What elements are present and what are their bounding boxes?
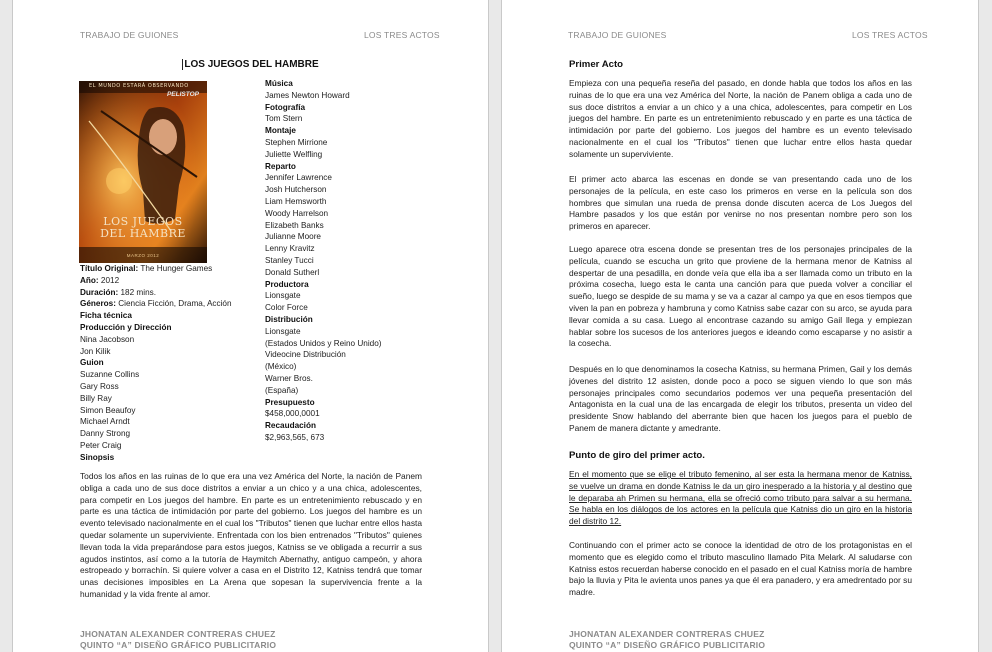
poster-tagline: EL MUNDO ESTARÁ OBSERVANDO: [89, 83, 189, 89]
document-title: [13, 59, 488, 70]
section-heading-primer-acto: Primer Acto: [569, 59, 624, 70]
fact-row: [80, 275, 119, 287]
paragraph-6: Continuando con el primer acto se conoce la identidad de otro de los protagonistas en el momento que es elegido como el tributo masculino llamado Pita Melark. Al saludarse con Katniss estos recuerdan haberse conocido en el pasado en el cual Katniss moría de hambre bajo la lluvia y Pita le avienta unos panes ya que él era panadero, y era amedrentado por su madre.: [569, 540, 912, 598]
section-label: Guion: [80, 358, 104, 368]
footer-course: QUINTO “A” DISEÑO GRÁFICO PUBLICITARIO: [80, 640, 277, 650]
section-label: Distribución: [265, 315, 313, 324]
poster-studio-logo: PELISTOP: [166, 91, 199, 98]
list-item: Juliette Welfling: [265, 149, 323, 159]
fact-row: [80, 298, 232, 310]
list-item: Woody Harrelson: [265, 208, 329, 218]
document-page-left: [13, 0, 488, 652]
paragraph-3: Luego aparece otra escena donde se presentan tres de los personajes principales de la película, cuando se escucha un grito que proviene de la hermana menor de Katniss al despertar de una pesadilla, en donde veía que ella iba a ser llamada como un tributo en la próxima cosecha, luego esta le canta una canción para que pueda volver a conciliar el sueño, luego se despide de su mama y se va a cazar al campo ya que en esos tiempos que viven la pan en pobreza y hambruna y como Katniss sabe cazar con su arco, se ayuda para llevar comida a su casa. Luego al encontrase cazando su amigo Gail llega y empiezan hablar sobre los sucesos de los anteriores juegos e ideando como escaparse y no asistir a la cosecha.: [569, 244, 912, 349]
page-gutter-right: [978, 0, 992, 652]
page-gutter-left: [0, 0, 13, 652]
fact-label: Año:: [80, 275, 99, 285]
list-item: Liam Hemsworth: [265, 197, 327, 206]
fact-row: [80, 287, 156, 299]
list-item: Jon Kilik: [80, 346, 111, 356]
list-item: Danny Strong: [80, 429, 131, 439]
fact-label: Géneros:: [80, 299, 116, 309]
list-item: Videocine Distribución: [265, 350, 346, 360]
header-left-text: TRABAJO DE GUIONES: [568, 30, 667, 40]
list-item: Jennifer Lawrence: [265, 173, 332, 183]
list-item: Julianne Moore: [265, 232, 321, 242]
paragraph-2: El primer acto abarca las escenas en donde se van presentando cada uno de los personajes de la película, en este caso los primeros en verse en la película son dos hombres que simulan una rueda de prensa donde discuten acerca de Los Juegos del Hambre pasados y los que están por venirse no nos presentan nombre pero son los primeros en aparecer.: [569, 174, 912, 232]
list-item: Lenny Kravitz: [265, 244, 315, 254]
list-item: (España): [265, 385, 299, 395]
section-label: Productora: [265, 279, 309, 289]
list-item: Lionsgate: [265, 326, 301, 336]
list-item: Stephen Mirrione: [265, 138, 328, 147]
section-label: Ficha técnica: [80, 311, 132, 321]
page-gutter-middle: [488, 0, 502, 652]
poster-title-line-1: LOS JUEGOS: [103, 215, 183, 228]
section-heading-punto-de-giro: Punto de giro del primer acto.: [569, 450, 705, 461]
paragraph-5-underlined: En el momento que se elige el tributo femenino, al ser esta la hermana menor de Katniss, se vuelve un drama en donde Katniss le da un giro inesperado a la historia y al destino que le deparaba ah Primen su hermana, ella se ofreció como tributo para salvar a su hermana. Se habla en los diálogos de los actores en la película que Katniss dio un giro en la historia del distrito 12.: [569, 469, 912, 527]
header-right-text: LOS TRES ACTOS: [852, 30, 928, 40]
list-item: Donald Sutherl: [265, 267, 320, 277]
fact-value: 182 mins.: [118, 287, 156, 297]
document-title-text: LOS JUEGOS DEL HAMBRE: [184, 59, 319, 70]
list-item: Nina Jacobson: [80, 334, 135, 344]
list-item: Warner Bros.: [265, 374, 313, 383]
movie-poster: [79, 81, 207, 263]
fact-label: Título Original:: [80, 264, 139, 273]
poster-title-line-2: DEL HAMBRE: [100, 227, 186, 240]
list-item: Gary Ross: [80, 382, 119, 391]
section-label: Presupuesto: [265, 397, 315, 407]
list-item: Michael Arndt: [80, 417, 130, 427]
list-item: Peter Craig: [80, 441, 122, 450]
fact-value: Ciencia Ficción, Drama, Acción: [115, 299, 232, 309]
list-item: Billy Ray: [80, 393, 112, 403]
list-item: Lionsgate: [265, 291, 301, 301]
section-label: Sinopsis: [80, 452, 115, 462]
section-label: Producción y Dirección: [80, 323, 172, 332]
synopsis-paragraph: Todos los años en las ruinas de lo que era una vez América del Norte, la nación de Panem obliga a cada uno de sus doce distritos a enviar a un chico y a una chica, adolescentes, para competir en Los juegos del hambre. En parte es un entretenimiento rebuscado y en parte es una táctica de intimidación por parte del gobierno. Los juegos del hambre es un evento televisado nacionalmente en el cual los "Tributos" tienen que luchar entre ellos hasta quedar solamente un superviviente. Enfrentada con los bien entrenados "Tributos" quienes llevan toda la vida preparándose para estos juegos, Katniss se ve obligada a recurrir a sus agudos instintos, así como a la tutoría de Haymitch Abernathy, antiguo campeón, y ahora estropeado y borrachín. Si quiere volver a casa en el Distrito 12, Katniss tendrá que tomar unas decisiones imposibles en La Arena que sopesan la supervivencia frente a la humanidad y la vida frente al amor.: [80, 471, 422, 599]
list-item: (Estados Unidos y Reino Unido): [265, 338, 382, 348]
fact-value: The Hunger Games: [138, 264, 213, 273]
list-item: Tom Stern: [265, 114, 303, 124]
paragraph-4: Después en lo que denominamos la cosecha Katniss, su hermana Primen, Gail y los demás jóvenes del distrito 12 asisten, donde poco a poco se siguen viendo lo que son más personajes principales como secundarios podemos ver una pequeña presentación del Antagonista en la cual una de las encargada de elegir los tributos, presenta un video del presidente Snow hablando del aberrante bien que hacen los juegos para el pueblo de Panem de manera dictante y amedrante.: [569, 364, 912, 433]
paragraph-1: Empieza con una pequeña reseña del pasado, en donde habla que todos los años en las ruinas de lo que era una vez América del Norte, la nación de Panem obliga a cada uno de sus doce distritos a enviar a un chico y a una chica, adolescentes, para competir en Los juegos del hambre. En parte es un entretenimiento rebuscado y en parte es una táctica de intimidación por parte del gobierno. Los juegos del hambre es un evento televisado nacionalmente en el cual los "Tributos" tienen que luchar entre ellos hasta quedar solamente un superviviente.: [569, 78, 912, 159]
section-label: Música: [265, 79, 293, 88]
section-label: Fotografía: [265, 102, 306, 112]
document-page-right: [502, 0, 978, 652]
list-item: Josh Hutcherson: [265, 185, 327, 195]
list-item: $2,963,565, 673: [265, 433, 325, 442]
fact-label: Duración:: [80, 287, 119, 297]
fact-value: 2012: [98, 275, 120, 285]
section-label: Reparto: [265, 161, 296, 171]
list-item: Suzanne Collins: [80, 370, 140, 380]
list-item: Stanley Tucci: [265, 256, 314, 265]
footer-course: QUINTO “A” DISEÑO GRÁFICO PUBLICITARIO: [569, 640, 766, 650]
footer-author: JHONATAN ALEXANDER CONTRERAS CHUEZ: [569, 629, 765, 639]
section-label: Recaudación: [265, 421, 316, 431]
list-item: Simon Beaufoy: [80, 405, 136, 415]
list-item: (México): [265, 362, 297, 372]
list-item: Color Force: [265, 303, 308, 313]
header-right-text: LOS TRES ACTOS: [364, 30, 440, 40]
list-item: James Newton Howard: [265, 90, 350, 100]
list-item: Elizabeth Banks: [265, 220, 324, 230]
footer-author: JHONATAN ALEXANDER CONTRERAS CHUEZ: [80, 629, 276, 639]
poster-release-date: MARZO 2012: [126, 253, 160, 258]
list-item: $458,000,0001: [265, 409, 320, 419]
section-label: Montaje: [265, 126, 296, 136]
header-left-text: TRABAJO DE GUIONES: [80, 30, 179, 40]
fact-row: [80, 263, 212, 275]
